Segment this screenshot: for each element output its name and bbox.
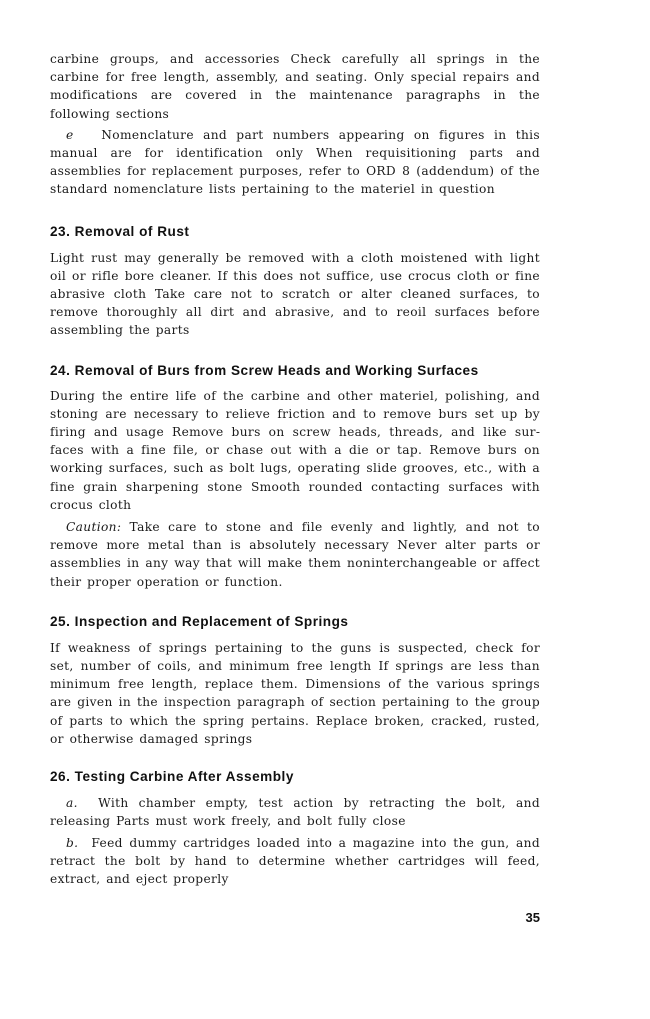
- paragraph-e: [50, 126, 540, 199]
- paragraph-e-label: e: [66, 127, 74, 142]
- document-page: [50, 50, 540, 888]
- section-24-heading: 24. Removal of Burs from Screw Heads and Working Surfaces: [50, 362, 479, 378]
- intro-paragraph: carbine groups, and accessories Check carefully all springs in the carbine for free length, assembly, and seating. Only special repairs and modifications are covered in the maintenance paragraphs in the following sections: [50, 52, 540, 121]
- paragraph-e-text: Nomenclature and part numbers appearing on figures in this manual are for identification only When requisitioning parts and assemblies for replacement purposes, refer to ORD 8 (addendum) of the standard nomenclature lists pertaining to the materiel in question: [50, 127, 540, 197]
- section-25-paragraph: If weakness of springs pertaining to the guns is suspected, check for set, number of coils, and minimum free length If springs are less than minimum free length, replace them. Dimensions of the various springs are given in the inspection paragraph of section pertaining to the group of parts to which the spring pertains. Replace broken, cracked, rusted, or otherwise damaged springs: [50, 640, 540, 746]
- paragraph-a-text: With chamber empty, test action by retracting the bolt, and releasing Parts must work freely, and bolt fully close: [50, 796, 540, 829]
- paragraph-b-text: Feed dummy cartridges loaded into a magazine into the gun, and retract the bolt by hand to determine whether cartridges will feed, extract, and eject properly: [50, 835, 540, 886]
- caution-paragraph: [50, 518, 540, 591]
- paragraph-b-label: b.: [66, 835, 79, 850]
- paragraph-b: [50, 834, 540, 889]
- section-23-heading: 23. Removal of Rust: [50, 223, 190, 239]
- section-26-heading: 26. Testing Carbine After Assembly: [50, 769, 294, 785]
- paragraph-a-label: a.: [66, 796, 78, 811]
- section-25-heading: 25. Inspection and Replacement of Springs: [50, 613, 349, 629]
- paragraph-a: [50, 794, 540, 830]
- caution-text: Take care to stone and file evenly and lightly, and not to remove more metal than is absolutely necessary Never alter parts or assemblies in any way that will make them noninterchangeable or affect their proper operation or function.: [50, 520, 540, 589]
- section-24-paragraph: During the entire life of the carbine and other materiel, polishing, and stoning are necessary to relieve friction and to remove burs set up by firing and usage Remove burs on screw heads, threads, and like surfaces with a fine file, or chase out with a die or tap. Remove burs on working surfaces, such as bolt lugs, operating slide grooves, etc., with a fine grain sharpening stone Smooth rounded contacting surfaces with crocus cloth: [50, 388, 540, 512]
- caution-label: Caution:: [66, 520, 122, 535]
- section-23-paragraph: Light rust may generally be removed with a cloth moistened with light oil or rifle bore cleaner. If this does not suffice, use crocus cloth or fine abrasive cloth Take care not to scratch or alter cleaned surfaces, to remove thoroughly all dirt and abrasive, and to reoil surfaces before assembling the parts: [50, 250, 540, 338]
- page-number: 35: [525, 910, 540, 925]
